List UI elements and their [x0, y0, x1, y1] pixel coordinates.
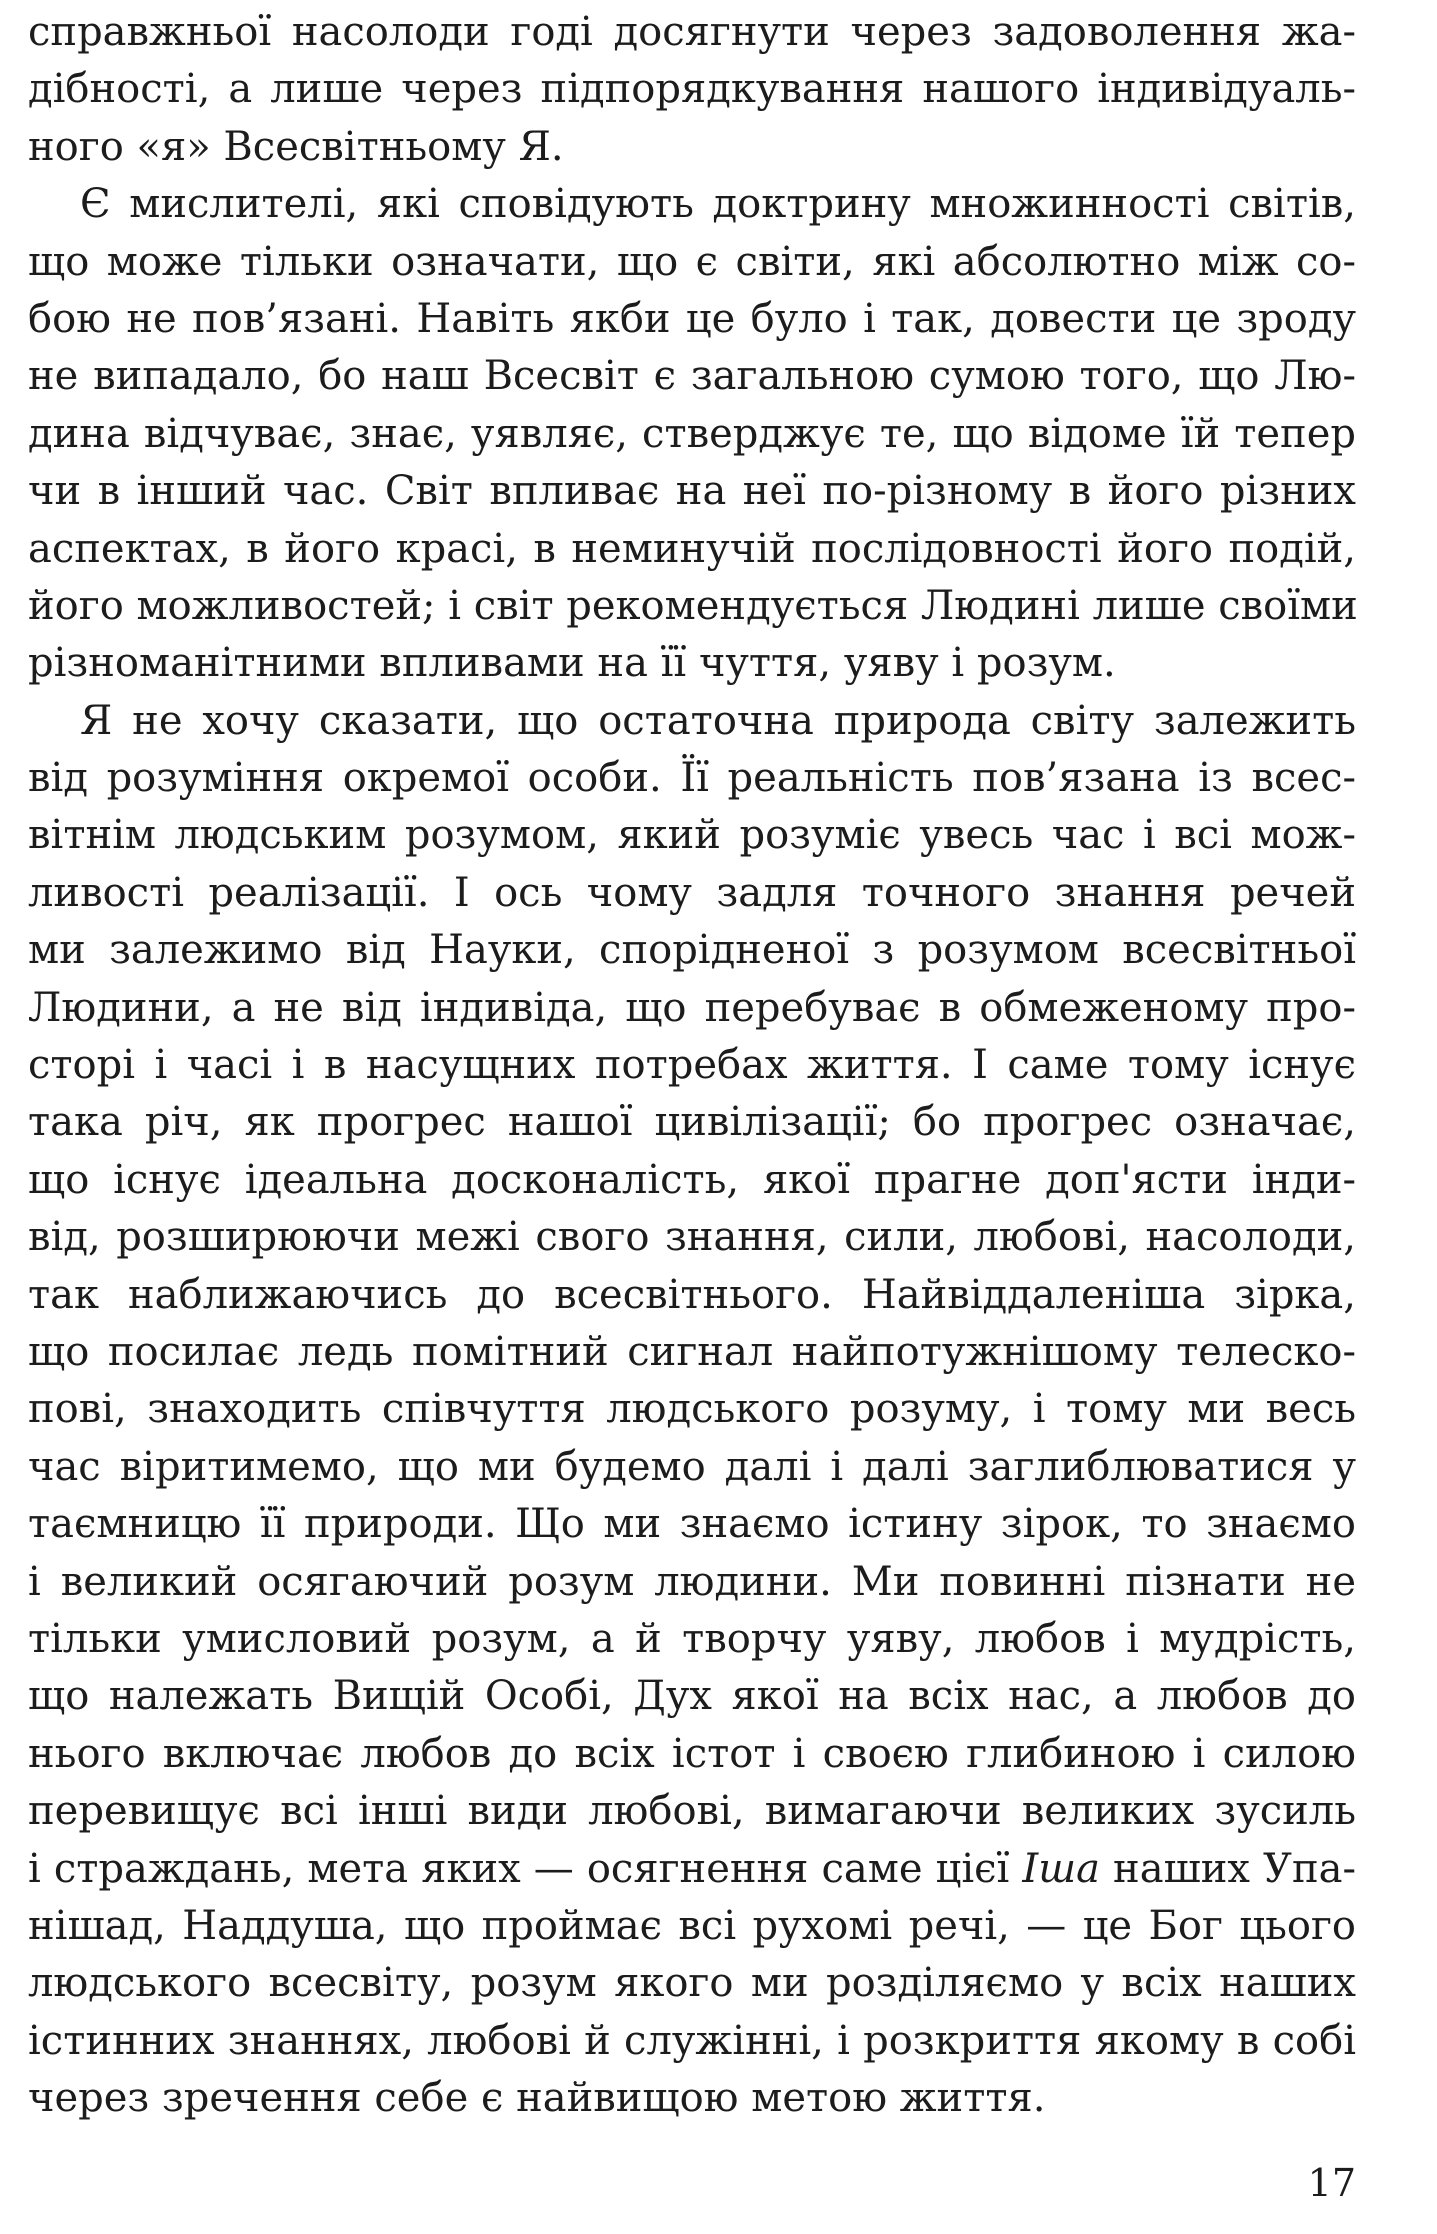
- body-text: [28, 4, 1356, 2127]
- text-line: різноманітними впливами на її чуття, уяву і розум.: [28, 640, 1116, 687]
- book-page: [28, 0, 1356, 2234]
- text-line: так наближаючись до всесвітнього. Найвіддаленіша зірка,: [28, 1271, 1356, 1318]
- text-line: чи в інший час. Світ впливає на неї по-різному в його різних: [28, 468, 1356, 515]
- text-line: вітнім людським розумом, який розуміє увесь час і всі мож-: [28, 812, 1356, 859]
- text-line: бою не пов’язані. Навіть якби це було і так, довести це зроду: [28, 295, 1356, 342]
- text-line: дина відчуває, знає, уявляє, стверджує те, що відоме їй тепер: [28, 410, 1356, 457]
- text-line: що належать Вищій Особі, Дух якої на всіх нас, а любов до: [28, 1673, 1356, 1720]
- text-line: пові, знаходить співчуття людського розуму, і тому ми весь: [28, 1386, 1356, 1433]
- text-line: і великий осягаючий розум людини. Ми повинні пізнати не: [28, 1558, 1356, 1605]
- text-line: Є мислителі, які сповідують доктрину множинності світів,: [80, 181, 1356, 228]
- text-line: дібності, а лише через підпорядкування нашого індивідуаль-: [28, 66, 1356, 113]
- text-line: перевищує всі інші види любові, вимагаючи великих зусиль: [28, 1788, 1356, 1835]
- text-line: ми залежимо від Науки, спорідненої з розумом всесвітньої: [28, 927, 1356, 974]
- text-line: ливості реалізації. І ось чому задля точного знання речей: [28, 869, 1356, 916]
- text-line: Я не хочу сказати, що остаточна природа світу залежить: [80, 697, 1356, 744]
- text-line: що посилає ледь помітний сигнал найпотужнішому телеско-: [28, 1328, 1356, 1375]
- text-line: Людини, а не від індивіда, що перебуває в обмеженому про-: [28, 984, 1356, 1031]
- text-line: справжньої насолоди годі досягнути через задоволення жа-: [28, 9, 1356, 55]
- text-line: від, розширюючи межі свого знання, сили, любові, насолоди,: [28, 1214, 1356, 1261]
- paragraph-3: [28, 693, 1356, 2128]
- text-line: його можливостей; і світ рекомендується Людині лише своїми: [28, 582, 1358, 629]
- paragraph-2: [28, 176, 1356, 693]
- text-segment: наших Упа-: [1099, 1845, 1356, 1892]
- text-line: час віритимемо, що ми будемо далі і далі заглиблюватися у: [28, 1443, 1356, 1490]
- text-line: сторі і часі і в насущних потребах життя. І саме тому існує: [28, 1042, 1356, 1089]
- text-line: нього включає любов до всіх істот і своєю глибиною і силою: [28, 1730, 1356, 1777]
- text-segment: і страждань, мета яких — осягнення саме цієї: [28, 1845, 1023, 1892]
- paragraph-1: [28, 4, 1356, 176]
- text-line: таємницю її природи. Що ми знаємо істину зірок, то знаємо: [28, 1501, 1356, 1548]
- text-line: що існує ідеальна досконалість, якої прагне доп'ясти інди-: [28, 1156, 1356, 1203]
- text-line: що може тільки означати, що є світи, які абсолютно між со-: [28, 238, 1356, 285]
- text-line: людського всесвіту, розум якого ми розділяємо у всіх наших: [28, 1960, 1356, 2007]
- text-line: ного «я» Всесвітньому Я.: [28, 123, 564, 170]
- italic-term: Іша: [1022, 1845, 1100, 1892]
- page-number: 17: [1307, 2161, 1356, 2205]
- text-line: через зречення себе є найвищою метою життя.: [28, 2075, 1046, 2122]
- text-line: не випадало, бо наш Всесвіт є загальною сумою того, що Лю-: [28, 353, 1356, 400]
- text-line: тільки умисловий розум, а й творчу уяву, любов і мудрість,: [28, 1615, 1356, 1662]
- text-line: нішад, Наддуша, що проймає всі рухомі речі, — це Бог цього: [28, 1902, 1356, 1949]
- text-line: від розуміння окремої особи. Її реальність пов’язана із всес-: [28, 755, 1356, 802]
- text-line: аспектах, в його красі, в неминучій послідовності його подій,: [28, 525, 1356, 572]
- text-line-with-italic: [28, 1841, 1356, 1898]
- text-line: така річ, як прогрес нашої цивілізації; бо прогрес означає,: [28, 1099, 1356, 1146]
- text-line: істинних знаннях, любові й служінні, і розкриття якому в собі: [28, 2017, 1356, 2064]
